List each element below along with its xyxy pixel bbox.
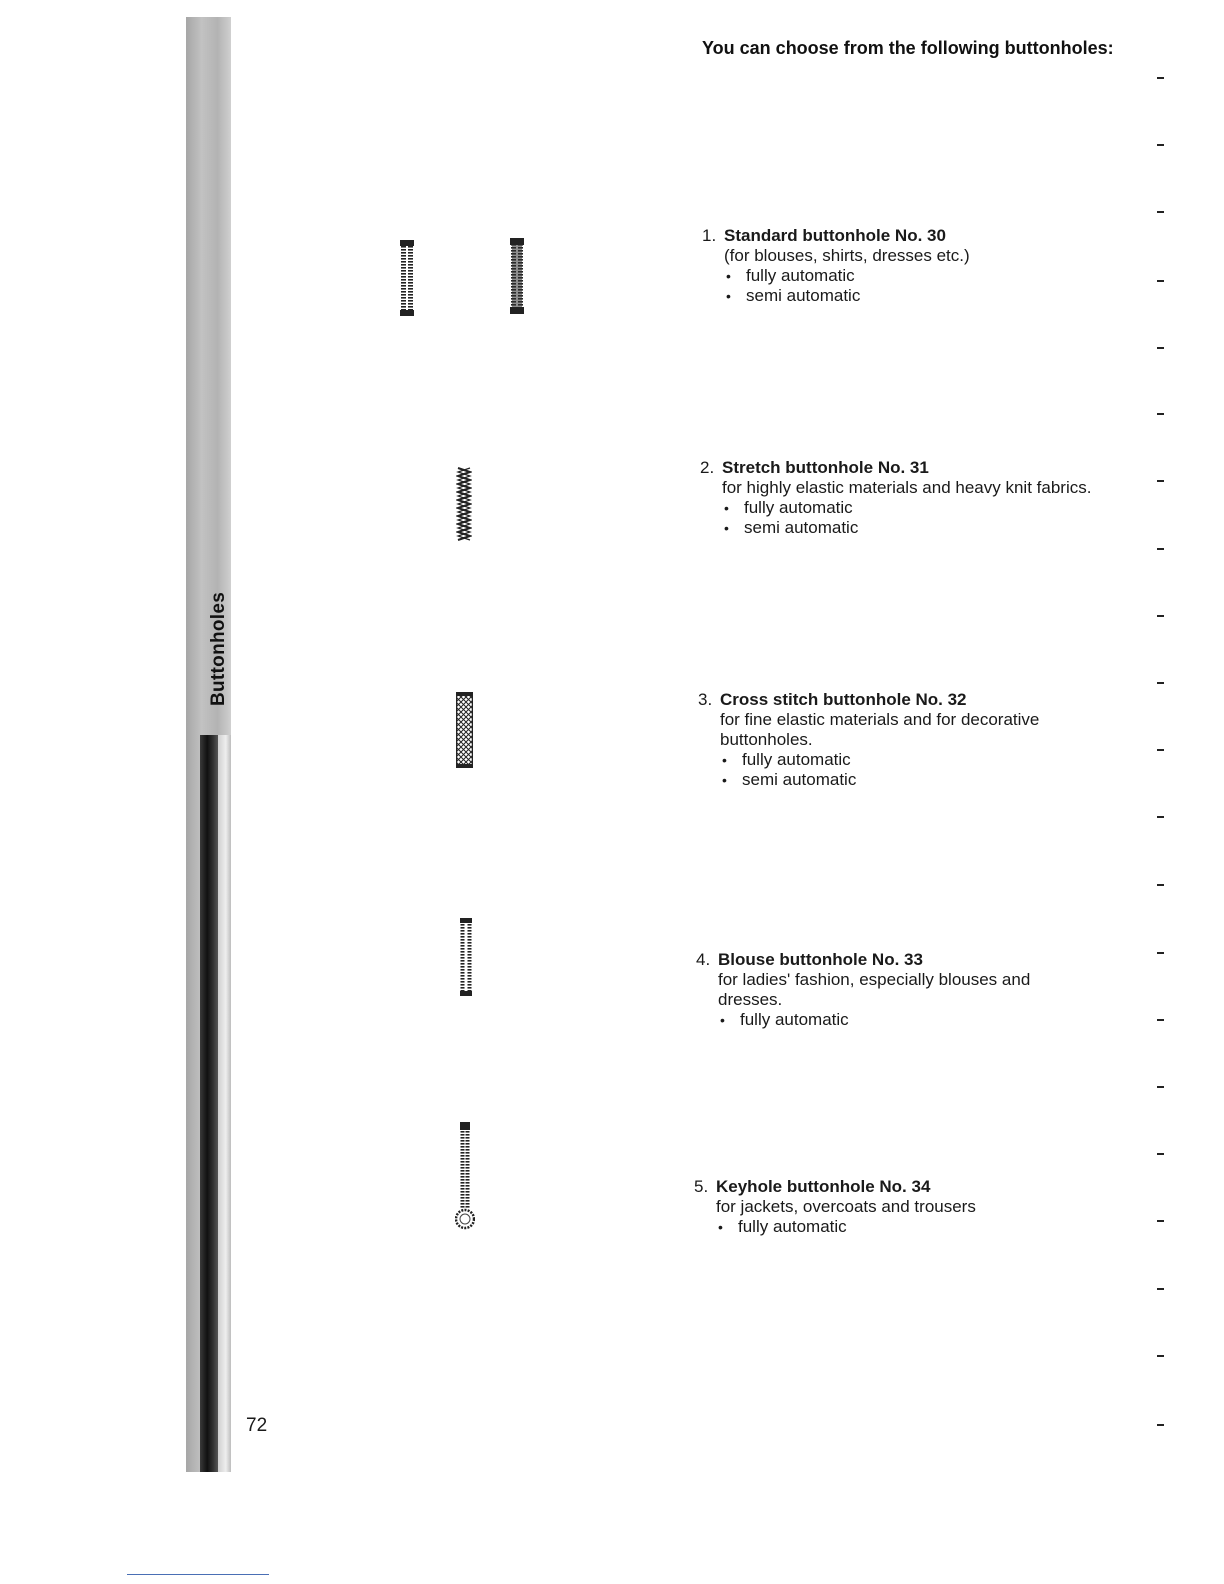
margin-tick: [1157, 615, 1164, 617]
side-tab-label: Buttonholes: [208, 591, 229, 706]
bullet-item: • semi automatic: [722, 770, 1078, 790]
bullet-item: • fully automatic: [722, 750, 1078, 770]
standard-buttonhole-stitch-icon: [510, 238, 524, 314]
entry-bullets: [716, 1217, 1074, 1237]
entry-description: for highly elastic materials and heavy knit fabrics.: [722, 478, 1092, 497]
bullet-item: • fully automatic: [720, 1010, 1071, 1030]
entry-bullets: [722, 498, 1140, 538]
standard-buttonhole-stitch-icon: [400, 240, 414, 316]
buttonhole-entry-2: [700, 458, 1140, 538]
entry-bullets: [720, 750, 1078, 790]
entry-description: for fine elastic materials and for decorative buttonholes.: [720, 710, 1040, 749]
entry-title: Standard buttonhole No. 30: [724, 226, 946, 245]
margin-tick: [1157, 413, 1164, 415]
margin-tick: [1157, 1288, 1164, 1290]
margin-tick: [1157, 347, 1164, 349]
page-number: 72: [246, 1415, 268, 1436]
entry-description: (for blouses, shirts, dresses etc.): [724, 246, 970, 265]
cross-stitch-buttonhole-icon: [456, 692, 473, 768]
entry-title: Keyhole buttonhole No. 34: [716, 1177, 931, 1196]
bottom-rule: [127, 1574, 269, 1575]
margin-tick: [1157, 211, 1164, 213]
margin-tick: [1157, 749, 1164, 751]
entry-number: 5.: [694, 1177, 709, 1196]
entry-bullets: [718, 1010, 1071, 1030]
buttonhole-entry-5: [694, 1177, 1074, 1237]
blouse-buttonhole-stitch-icon: [460, 918, 472, 996]
buttonhole-entry-4: [696, 950, 1071, 1030]
buttonhole-entry-1: [702, 226, 1132, 306]
entry-description: for jackets, overcoats and trousers: [716, 1197, 976, 1216]
margin-tick: [1157, 1355, 1164, 1357]
entry-number: 4.: [696, 950, 711, 969]
bullet-item: • fully automatic: [726, 266, 1132, 286]
margin-tick: [1157, 1424, 1164, 1426]
keyhole-buttonhole-stitch-icon: [455, 1122, 475, 1232]
margin-tick: [1157, 1019, 1164, 1021]
bullet-item: • fully automatic: [718, 1217, 1074, 1237]
margin-tick: [1157, 1153, 1164, 1155]
entry-number: 1.: [702, 226, 717, 245]
margin-tick: [1157, 884, 1164, 886]
bullet-item: • fully automatic: [724, 498, 1140, 518]
stretch-buttonhole-stitch-icon: [456, 466, 472, 542]
margin-tick: [1157, 548, 1164, 550]
side-tab-dark-band: [200, 735, 218, 1472]
entry-title: Blouse buttonhole No. 33: [718, 950, 923, 969]
margin-tick: [1157, 1086, 1164, 1088]
margin-tick: [1157, 682, 1164, 684]
entry-number: 2.: [700, 458, 715, 477]
entry-number: 3.: [698, 690, 713, 709]
margin-tick: [1157, 1220, 1164, 1222]
margin-tick: [1157, 144, 1164, 146]
entry-bullets: [724, 266, 1132, 306]
entry-title: Cross stitch buttonhole No. 32: [720, 690, 967, 709]
margin-tick: [1157, 952, 1164, 954]
page-heading: You can choose from the following buttonholes:: [702, 38, 1114, 58]
entry-title: Stretch buttonhole No. 31: [722, 458, 929, 477]
margin-tick: [1157, 77, 1164, 79]
margin-tick: [1157, 816, 1164, 818]
bullet-item: • semi automatic: [726, 286, 1132, 306]
margin-tick: [1157, 280, 1164, 282]
buttonhole-entry-3: [698, 690, 1078, 790]
bullet-item: • semi automatic: [724, 518, 1140, 538]
entry-description: for ladies' fashion, especially blouses and dresses.: [718, 970, 1031, 1009]
side-tab-highlight: [218, 735, 231, 1472]
margin-tick: [1157, 480, 1164, 482]
